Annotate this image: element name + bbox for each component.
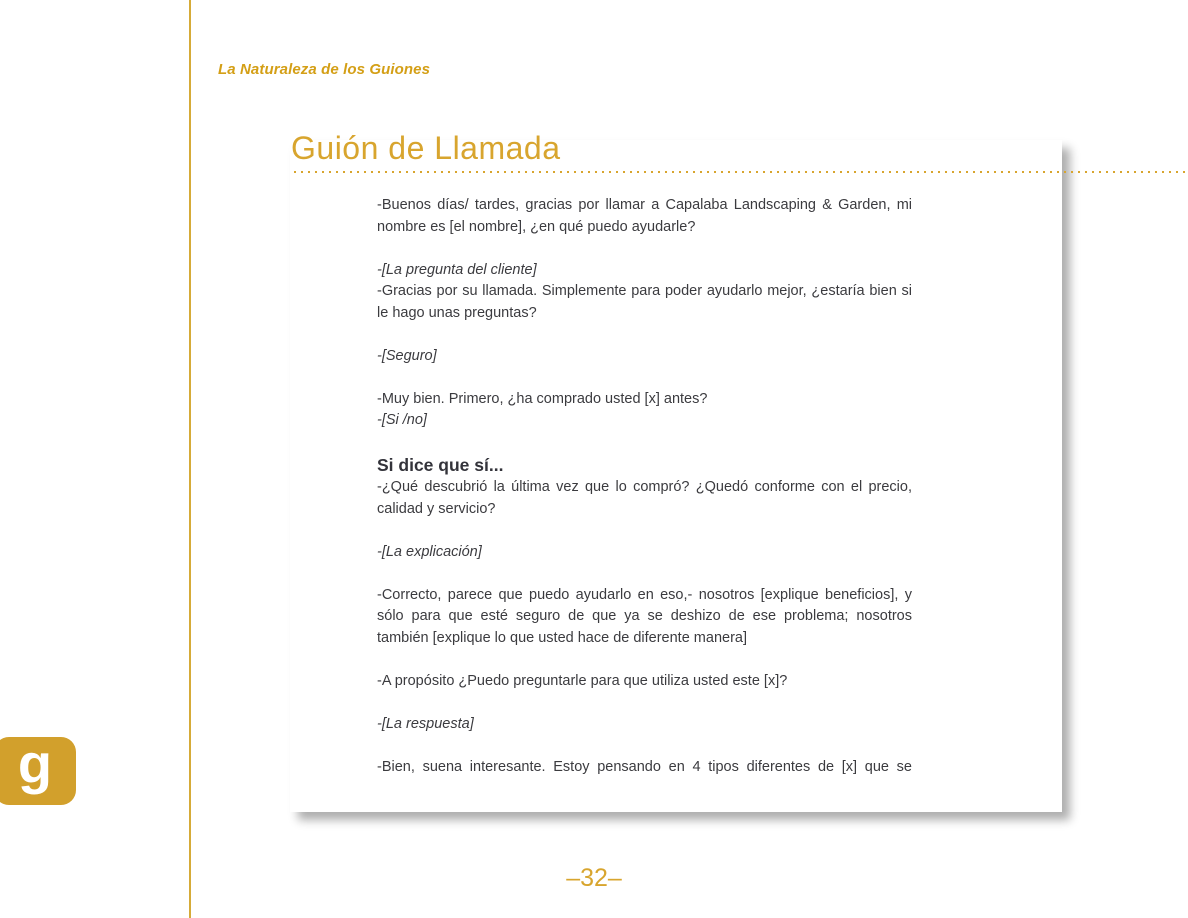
script-paragraph: -Buenos días/ tardes, gracias por llamar a Capalaba Landscaping & Garden, mi nombre es [el nombre], ¿en qué puedo ayudarle?: [377, 197, 912, 235]
script-paragraph: -A propósito ¿Puedo preguntarle para que utiliza usted este [x]?: [377, 672, 788, 689]
script-text-block: [377, 195, 912, 778]
dotted-rule: [294, 171, 1188, 173]
script-paragraph: -[La pregunta del cliente]: [377, 261, 537, 278]
script-heading: Si dice que sí...: [377, 455, 504, 475]
script-paragraph: -Correcto, parece que puedo ayudarlo en eso,- nosotros [explique beneficios], y sólo para que esté seguro de que ya se deshizo de ese problema; nosotros también [explique lo que usted hace de diferente manera]: [377, 586, 912, 646]
page-title: Guión de Llamada: [291, 130, 561, 166]
logo-g-icon: g: [17, 732, 53, 795]
chapter-kicker: La Naturaleza de los Guiones: [218, 61, 431, 78]
script-paragraph: -[La respuesta]: [377, 715, 474, 732]
script-paragraph: -[Si /no]: [377, 412, 427, 428]
script-paragraph: -Gracias por su llamada. Simplemente para poder ayudarlo mejor, ¿estaría bien si le hago unas preguntas?: [377, 283, 912, 321]
publisher-logo: [0, 732, 76, 805]
script-paragraph: -Muy bien. Primero, ¿ha comprado usted [x] antes?: [377, 390, 708, 407]
script-paragraph: -Bien, suena interesante. Estoy pensando en 4 tipos diferentes de [x] que se: [377, 758, 912, 775]
script-paragraph: -¿Qué descubrió la última vez que lo compró? ¿Quedó conforme con el precio, calidad y servicio?: [377, 479, 912, 517]
page-number: –32–: [566, 864, 622, 892]
script-paragraph: -[La explicación]: [377, 543, 482, 560]
script-paragraph: -[Seguro]: [377, 347, 437, 364]
left-vertical-rule: [189, 0, 191, 918]
